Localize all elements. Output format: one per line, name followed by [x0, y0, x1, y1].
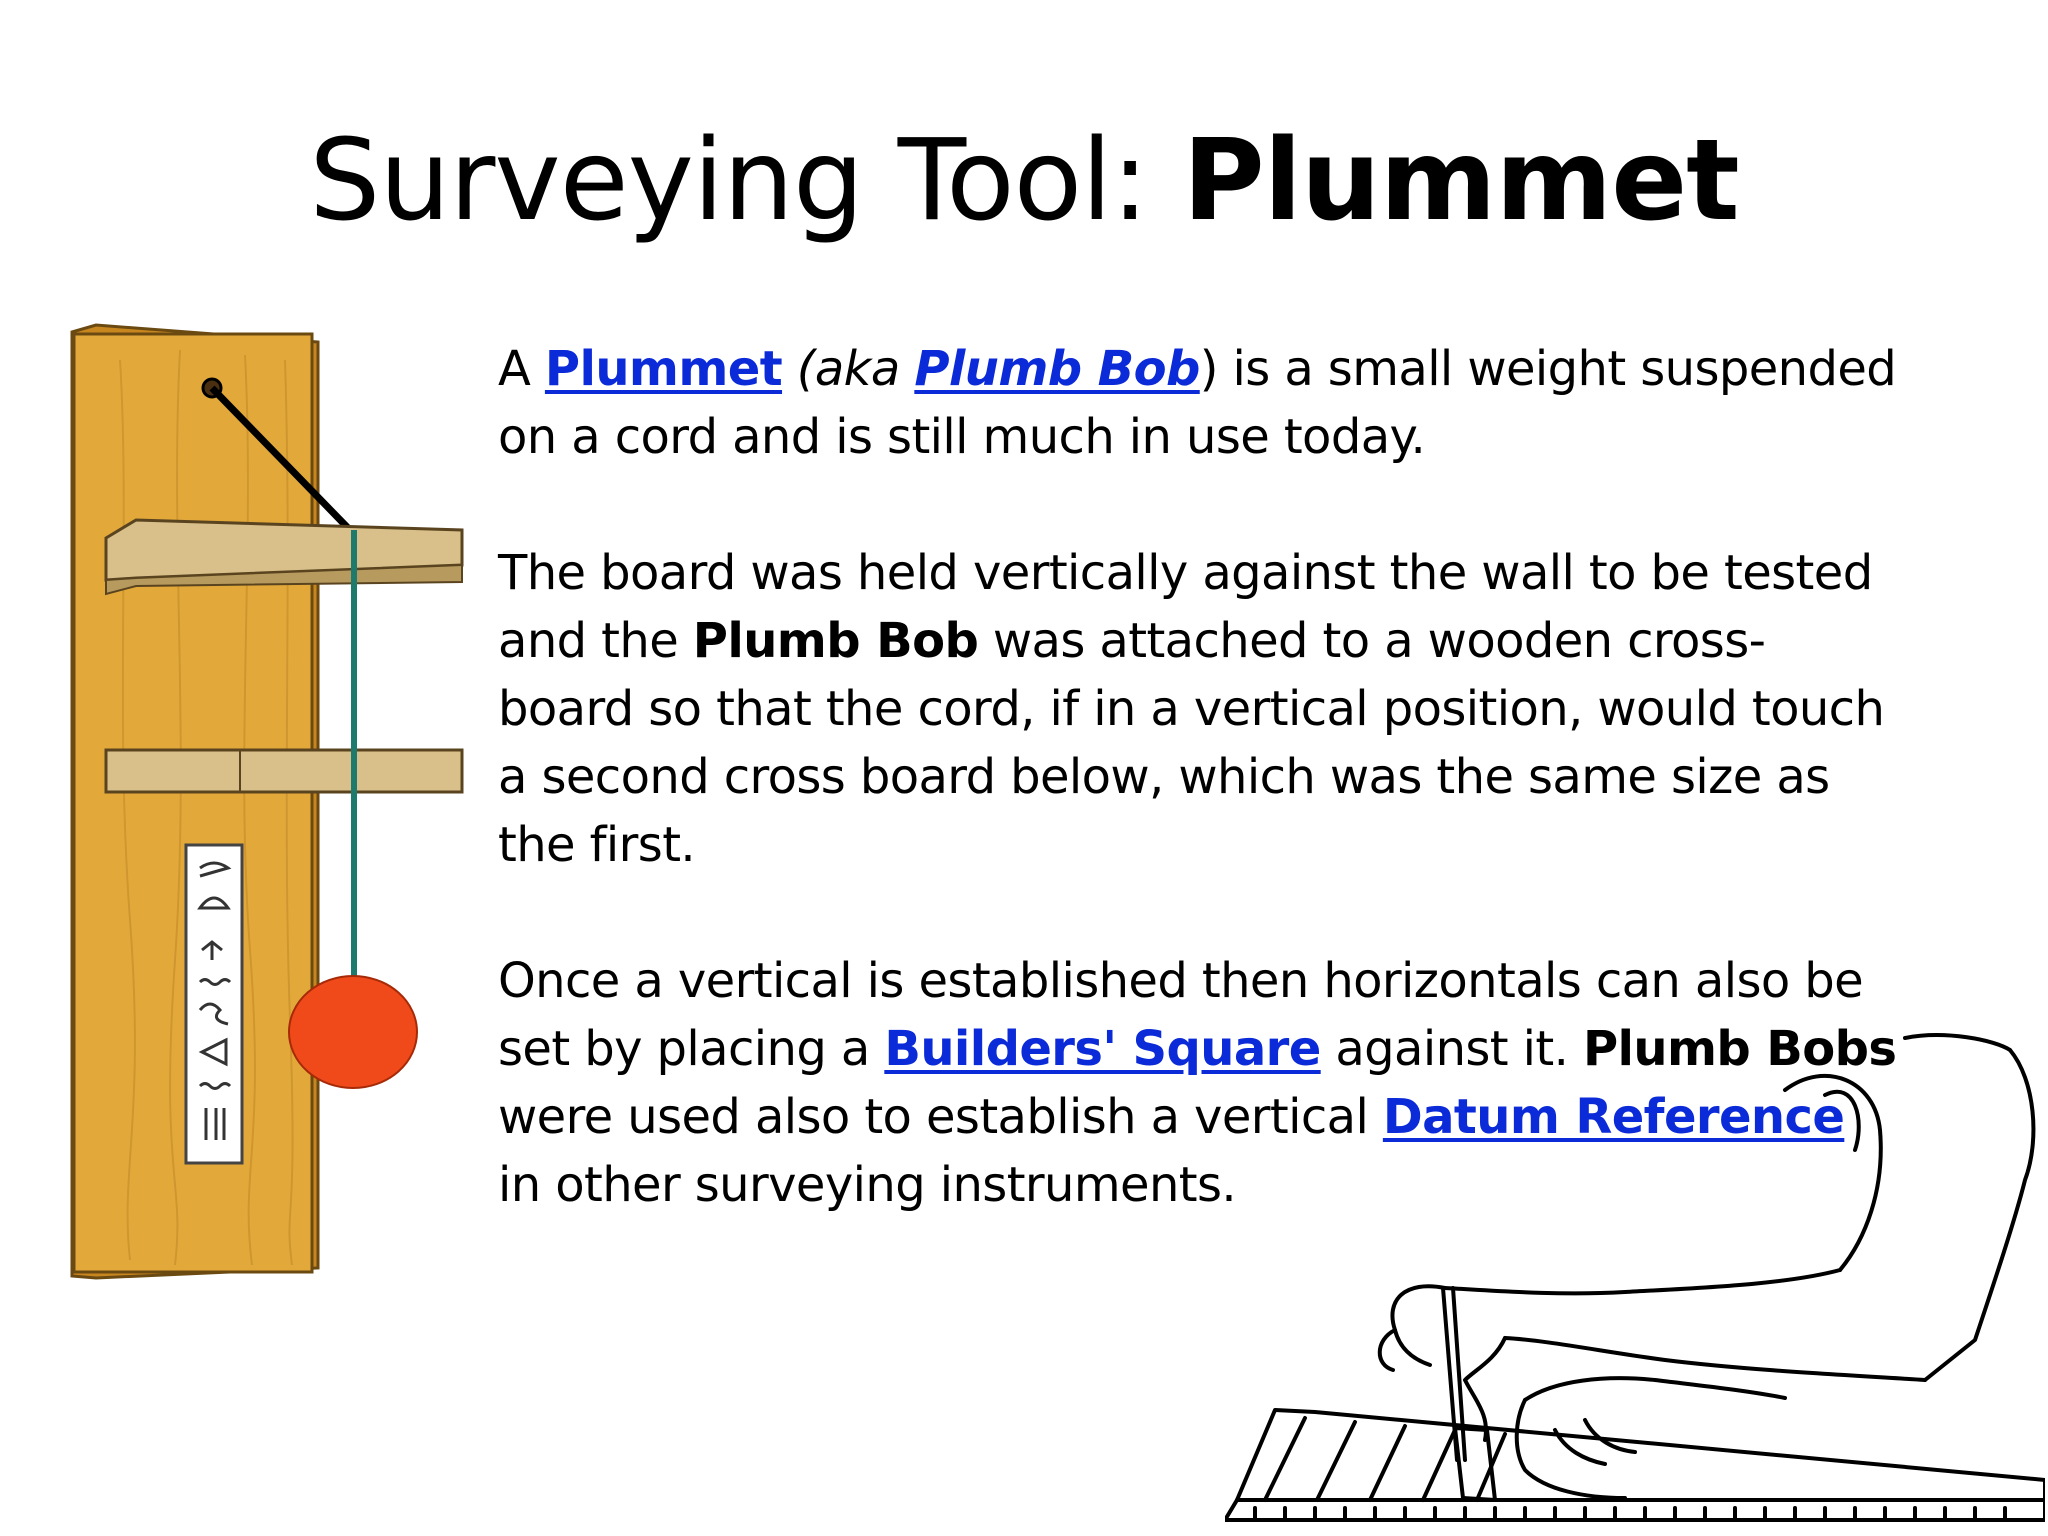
text-horiz-start: Once a vertical is established then horizontals can also be set by placing a: [498, 953, 1864, 1077]
plumb-bob-icon: [289, 976, 417, 1088]
wooden-board: [1225, 1410, 2045, 1520]
link-builders-square[interactable]: Builders' Square: [884, 1021, 1321, 1077]
paragraph-board: [498, 539, 1898, 879]
link-plummet[interactable]: Plummet: [544, 341, 783, 397]
title-regular: Surveying Tool:: [309, 116, 1183, 246]
text-board-start: The board was held vertically against the wall to be tested and the: [498, 545, 1873, 669]
paragraph-intro: [498, 335, 1898, 471]
text-horiz-end: in other surveying instruments.: [498, 1157, 1237, 1213]
title-bold: Plummet: [1182, 116, 1739, 246]
text-horiz-middle2: were used also to establish a vertical: [498, 1089, 1383, 1145]
link-plumb-bob[interactable]: Plumb Bob: [914, 341, 1200, 397]
text-board-rest: was attached to a wooden cross-board so that the cord, if in a vertical position, would touch a second cross board below, which was the same size as the first.: [498, 613, 1885, 873]
text-plumb-bobs-bold: Plumb Bobs: [1582, 1021, 1897, 1077]
plumb-board-illustration: [60, 320, 480, 1290]
text-intro-rest: ) is a small weight suspended on a cord and is still much in use today.: [498, 341, 1897, 465]
text-horiz-middle: against it.: [1320, 1021, 1583, 1077]
slide-title: [0, 116, 2048, 246]
lower-cross-board: [106, 750, 462, 792]
text-a: A: [498, 341, 545, 397]
link-datum-reference[interactable]: Datum Reference: [1382, 1089, 1845, 1145]
builders-square: [1455, 1428, 1495, 1500]
text-aka: (aka: [782, 341, 915, 397]
builders-square-hand-illustration: [1225, 1020, 2045, 1532]
text-plumb-bob-bold: Plumb Bob: [692, 613, 979, 669]
